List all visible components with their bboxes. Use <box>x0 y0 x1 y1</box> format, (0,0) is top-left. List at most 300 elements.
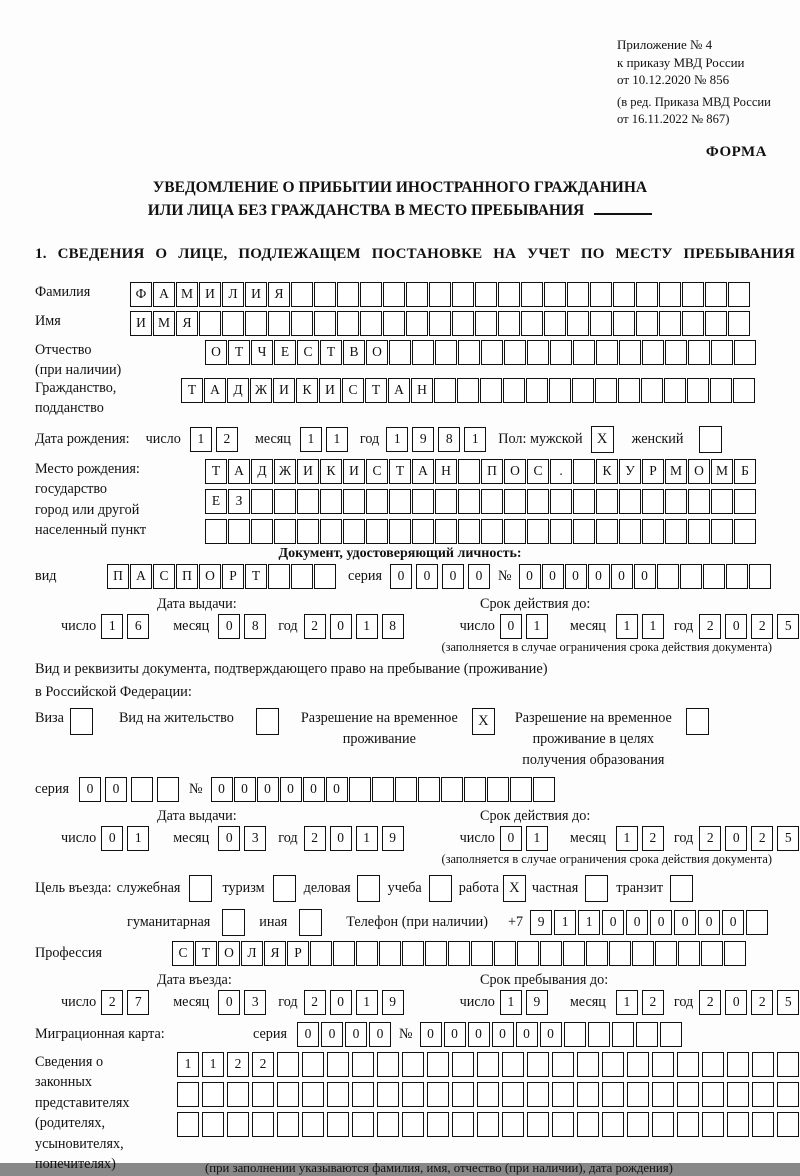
visa-checkbox[interactable] <box>70 708 93 735</box>
char-box[interactable] <box>677 1112 699 1137</box>
permit-issue-year-cells[interactable] <box>304 826 404 851</box>
char-box[interactable]: 5 <box>777 614 799 639</box>
char-box[interactable]: 1 <box>642 614 664 639</box>
char-box[interactable] <box>366 519 388 544</box>
char-box[interactable]: 1 <box>300 427 322 452</box>
char-box[interactable] <box>609 941 631 966</box>
char-box[interactable] <box>602 1112 624 1137</box>
char-box[interactable]: 1 <box>386 427 408 452</box>
birth-place-line1[interactable] <box>205 459 756 484</box>
char-box[interactable] <box>550 489 572 514</box>
char-box[interactable]: 0 <box>369 1022 391 1047</box>
stay-month-cells[interactable] <box>616 990 664 1015</box>
char-box[interactable] <box>458 489 480 514</box>
char-box[interactable] <box>677 1082 699 1107</box>
char-box[interactable] <box>412 489 434 514</box>
char-box[interactable]: М <box>665 459 687 484</box>
char-box[interactable]: С <box>153 564 175 589</box>
char-box[interactable]: 1 <box>578 910 600 935</box>
char-box[interactable] <box>688 519 710 544</box>
char-box[interactable]: 2 <box>751 826 773 851</box>
char-box[interactable] <box>510 777 532 802</box>
char-box[interactable]: 0 <box>218 614 240 639</box>
char-box[interactable]: 0 <box>725 826 747 851</box>
char-box[interactable] <box>427 1052 449 1077</box>
char-box[interactable]: У <box>619 459 641 484</box>
char-box[interactable]: 1 <box>464 427 486 452</box>
doc-valid-year-cells[interactable] <box>699 614 799 639</box>
char-box[interactable] <box>471 941 493 966</box>
char-box[interactable] <box>703 564 725 589</box>
purpose-study-checkbox[interactable] <box>429 875 452 902</box>
char-box[interactable]: 1 <box>616 614 638 639</box>
char-box[interactable] <box>477 1052 499 1077</box>
char-box[interactable]: А <box>412 459 434 484</box>
char-box[interactable] <box>702 1112 724 1137</box>
char-box[interactable] <box>588 1022 610 1047</box>
representatives-line2[interactable] <box>177 1082 799 1107</box>
purpose-private-checkbox[interactable] <box>585 875 608 902</box>
char-box[interactable] <box>372 777 394 802</box>
char-box[interactable]: А <box>228 459 250 484</box>
char-box[interactable] <box>550 519 572 544</box>
char-box[interactable]: 0 <box>540 1022 562 1047</box>
char-box[interactable] <box>327 1112 349 1137</box>
char-box[interactable]: 1 <box>190 427 212 452</box>
char-box[interactable]: 1 <box>500 990 522 1015</box>
char-box[interactable]: Б <box>734 459 756 484</box>
char-box[interactable] <box>702 1082 724 1107</box>
char-box[interactable]: 0 <box>390 564 412 589</box>
char-box[interactable] <box>251 519 273 544</box>
char-box[interactable] <box>652 1052 674 1077</box>
char-box[interactable]: 1 <box>326 427 348 452</box>
purpose-other-checkbox[interactable] <box>299 909 322 936</box>
char-box[interactable] <box>564 1022 586 1047</box>
char-box[interactable] <box>343 519 365 544</box>
char-box[interactable]: 0 <box>634 564 656 589</box>
char-box[interactable] <box>441 777 463 802</box>
char-box[interactable] <box>527 519 549 544</box>
char-box[interactable]: 0 <box>500 614 522 639</box>
char-box[interactable]: К <box>596 459 618 484</box>
char-box[interactable] <box>727 1082 749 1107</box>
char-box[interactable]: 0 <box>516 1022 538 1047</box>
purpose-tourism-checkbox[interactable] <box>273 875 296 902</box>
char-box[interactable] <box>177 1082 199 1107</box>
char-box[interactable]: С <box>172 941 194 966</box>
stay-day-cells[interactable] <box>500 990 548 1015</box>
char-box[interactable]: 8 <box>244 614 266 639</box>
char-box[interactable]: 2 <box>216 427 238 452</box>
permit-issue-day-cells[interactable] <box>101 826 149 851</box>
char-box[interactable] <box>660 1022 682 1047</box>
char-box[interactable]: 2 <box>227 1052 249 1077</box>
purpose-transit-checkbox[interactable] <box>670 875 693 902</box>
permit-valid-month-cells[interactable] <box>616 826 664 851</box>
char-box[interactable] <box>481 519 503 544</box>
char-box[interactable]: 0 <box>326 777 348 802</box>
char-box[interactable] <box>502 1082 524 1107</box>
char-box[interactable]: 0 <box>725 614 747 639</box>
char-box[interactable]: 8 <box>382 614 404 639</box>
char-box[interactable] <box>389 519 411 544</box>
char-box[interactable] <box>527 1112 549 1137</box>
char-box[interactable] <box>734 519 756 544</box>
char-box[interactable] <box>277 1052 299 1077</box>
char-box[interactable]: П <box>107 564 129 589</box>
char-box[interactable] <box>157 777 179 802</box>
temp-residence-checkbox[interactable]: X <box>472 708 495 735</box>
char-box[interactable] <box>274 489 296 514</box>
char-box[interactable]: 1 <box>101 614 123 639</box>
char-box[interactable]: 0 <box>257 777 279 802</box>
char-box[interactable]: 5 <box>777 826 799 851</box>
doc-type-cells[interactable] <box>107 564 336 589</box>
char-box[interactable]: 0 <box>330 614 352 639</box>
char-box[interactable] <box>573 519 595 544</box>
char-box[interactable]: 7 <box>127 990 149 1015</box>
char-box[interactable] <box>418 777 440 802</box>
char-box[interactable] <box>563 941 585 966</box>
char-box[interactable] <box>327 1082 349 1107</box>
char-box[interactable]: 0 <box>468 1022 490 1047</box>
char-box[interactable]: 2 <box>252 1052 274 1077</box>
char-box[interactable]: 0 <box>234 777 256 802</box>
mig-series-cells[interactable] <box>297 1022 391 1047</box>
char-box[interactable]: 3 <box>244 826 266 851</box>
char-box[interactable]: 0 <box>626 910 648 935</box>
char-box[interactable]: 1 <box>127 826 149 851</box>
char-box[interactable] <box>711 519 733 544</box>
char-box[interactable]: 0 <box>218 826 240 851</box>
char-box[interactable] <box>352 1052 374 1077</box>
doc-issue-year-cells[interactable] <box>304 614 404 639</box>
char-box[interactable]: 0 <box>722 910 744 935</box>
char-box[interactable]: 1 <box>616 990 638 1015</box>
char-box[interactable] <box>297 489 319 514</box>
char-box[interactable] <box>277 1112 299 1137</box>
char-box[interactable] <box>333 941 355 966</box>
char-box[interactable] <box>752 1082 774 1107</box>
char-box[interactable]: 0 <box>416 564 438 589</box>
char-box[interactable]: 2 <box>699 614 721 639</box>
char-box[interactable]: С <box>366 459 388 484</box>
char-box[interactable] <box>356 941 378 966</box>
char-box[interactable]: 0 <box>330 826 352 851</box>
char-box[interactable]: 1 <box>356 990 378 1015</box>
birth-place-line3[interactable] <box>205 519 756 544</box>
char-box[interactable] <box>777 1082 799 1107</box>
doc-valid-day-cells[interactable] <box>500 614 548 639</box>
char-box[interactable]: Я <box>264 941 286 966</box>
char-box[interactable] <box>734 489 756 514</box>
char-box[interactable] <box>746 910 768 935</box>
char-box[interactable]: З <box>228 489 250 514</box>
birth-month-cells[interactable] <box>300 427 348 452</box>
char-box[interactable]: П <box>176 564 198 589</box>
char-box[interactable]: 2 <box>751 990 773 1015</box>
char-box[interactable]: 1 <box>526 826 548 851</box>
char-box[interactable] <box>711 489 733 514</box>
char-box[interactable]: 1 <box>554 910 576 935</box>
char-box[interactable]: 2 <box>304 614 326 639</box>
char-box[interactable]: 1 <box>526 614 548 639</box>
char-box[interactable] <box>435 489 457 514</box>
char-box[interactable]: О <box>218 941 240 966</box>
char-box[interactable]: И <box>297 459 319 484</box>
char-box[interactable] <box>619 519 641 544</box>
char-box[interactable] <box>464 777 486 802</box>
sex-female-checkbox[interactable] <box>699 426 722 453</box>
entry-day-cells[interactable] <box>101 990 149 1015</box>
char-box[interactable]: Е <box>205 489 227 514</box>
char-box[interactable]: О <box>199 564 221 589</box>
char-box[interactable]: 0 <box>602 910 624 935</box>
char-box[interactable] <box>202 1082 224 1107</box>
char-box[interactable] <box>642 519 664 544</box>
char-box[interactable]: Р <box>222 564 244 589</box>
char-box[interactable]: 6 <box>127 614 149 639</box>
char-box[interactable]: 0 <box>500 826 522 851</box>
char-box[interactable]: 2 <box>101 990 123 1015</box>
char-box[interactable]: Ж <box>274 459 296 484</box>
char-box[interactable] <box>477 1082 499 1107</box>
char-box[interactable] <box>527 489 549 514</box>
char-box[interactable] <box>227 1112 249 1137</box>
char-box[interactable] <box>205 519 227 544</box>
char-box[interactable] <box>458 459 480 484</box>
char-box[interactable]: 0 <box>218 990 240 1015</box>
char-box[interactable] <box>632 941 654 966</box>
entry-year-cells[interactable] <box>304 990 404 1015</box>
char-box[interactable] <box>227 1082 249 1107</box>
char-box[interactable]: 0 <box>468 564 490 589</box>
char-box[interactable] <box>677 1052 699 1077</box>
char-box[interactable] <box>252 1112 274 1137</box>
char-box[interactable]: 2 <box>304 826 326 851</box>
char-box[interactable] <box>596 489 618 514</box>
char-box[interactable] <box>749 564 771 589</box>
char-box[interactable]: 2 <box>699 826 721 851</box>
char-box[interactable] <box>310 941 332 966</box>
char-box[interactable] <box>366 489 388 514</box>
char-box[interactable] <box>377 1052 399 1077</box>
char-box[interactable] <box>680 564 702 589</box>
char-box[interactable]: Р <box>642 459 664 484</box>
char-box[interactable] <box>502 1052 524 1077</box>
char-box[interactable] <box>724 941 746 966</box>
char-box[interactable] <box>627 1082 649 1107</box>
char-box[interactable] <box>586 941 608 966</box>
char-box[interactable]: 2 <box>751 614 773 639</box>
mig-number-cells[interactable] <box>420 1022 682 1047</box>
char-box[interactable] <box>291 564 313 589</box>
char-box[interactable] <box>379 941 401 966</box>
char-box[interactable]: П <box>481 459 503 484</box>
char-box[interactable]: 9 <box>526 990 548 1015</box>
char-box[interactable] <box>619 489 641 514</box>
char-box[interactable] <box>458 519 480 544</box>
char-box[interactable]: 2 <box>699 990 721 1015</box>
char-box[interactable]: Т <box>245 564 267 589</box>
char-box[interactable] <box>494 941 516 966</box>
char-box[interactable] <box>427 1082 449 1107</box>
char-box[interactable]: 0 <box>442 564 464 589</box>
char-box[interactable] <box>688 489 710 514</box>
char-box[interactable] <box>777 1052 799 1077</box>
char-box[interactable] <box>395 777 417 802</box>
char-box[interactable] <box>752 1052 774 1077</box>
char-box[interactable]: 1 <box>177 1052 199 1077</box>
char-box[interactable] <box>573 489 595 514</box>
char-box[interactable]: . <box>550 459 572 484</box>
char-box[interactable] <box>377 1112 399 1137</box>
char-box[interactable] <box>727 1112 749 1137</box>
char-box[interactable]: 0 <box>211 777 233 802</box>
permit-series-cells[interactable] <box>79 777 179 802</box>
char-box[interactable] <box>377 1082 399 1107</box>
birth-day-cells[interactable] <box>190 427 238 452</box>
char-box[interactable] <box>701 941 723 966</box>
char-box[interactable] <box>427 1112 449 1137</box>
char-box[interactable] <box>302 1052 324 1077</box>
char-box[interactable] <box>657 564 679 589</box>
char-box[interactable]: 0 <box>444 1022 466 1047</box>
permit-issue-month-cells[interactable] <box>218 826 266 851</box>
char-box[interactable]: 2 <box>642 826 664 851</box>
char-box[interactable] <box>652 1112 674 1137</box>
char-box[interactable] <box>320 489 342 514</box>
purpose-official-checkbox[interactable] <box>189 875 212 902</box>
char-box[interactable] <box>627 1052 649 1077</box>
char-box[interactable]: Т <box>389 459 411 484</box>
char-box[interactable] <box>327 1052 349 1077</box>
char-box[interactable] <box>726 564 748 589</box>
char-box[interactable]: О <box>688 459 710 484</box>
char-box[interactable] <box>487 777 509 802</box>
char-box[interactable] <box>573 459 595 484</box>
char-box[interactable] <box>251 489 273 514</box>
char-box[interactable] <box>452 1052 474 1077</box>
char-box[interactable] <box>502 1112 524 1137</box>
char-box[interactable] <box>577 1082 599 1107</box>
char-box[interactable] <box>552 1112 574 1137</box>
doc-number-cells[interactable] <box>519 564 771 589</box>
char-box[interactable] <box>504 489 526 514</box>
char-box[interactable] <box>777 1112 799 1137</box>
doc-issue-month-cells[interactable] <box>218 614 266 639</box>
char-box[interactable] <box>402 1082 424 1107</box>
char-box[interactable]: 0 <box>650 910 672 935</box>
char-box[interactable]: 0 <box>321 1022 343 1047</box>
char-box[interactable]: 0 <box>674 910 696 935</box>
char-box[interactable] <box>402 941 424 966</box>
char-box[interactable] <box>636 1022 658 1047</box>
char-box[interactable] <box>297 519 319 544</box>
purpose-business-checkbox[interactable] <box>357 875 380 902</box>
char-box[interactable] <box>602 1052 624 1077</box>
char-box[interactable] <box>425 941 447 966</box>
char-box[interactable]: Р <box>287 941 309 966</box>
char-box[interactable]: 0 <box>280 777 302 802</box>
char-box[interactable]: 1 <box>202 1052 224 1077</box>
profession-cells[interactable] <box>172 941 746 966</box>
purpose-work-checkbox[interactable]: X <box>503 875 526 902</box>
purpose-humanitarian-checkbox[interactable] <box>222 909 245 936</box>
char-box[interactable]: 8 <box>438 427 460 452</box>
char-box[interactable]: 0 <box>330 990 352 1015</box>
doc-issue-day-cells[interactable] <box>101 614 149 639</box>
char-box[interactable] <box>504 519 526 544</box>
birth-year-cells[interactable] <box>386 427 486 452</box>
char-box[interactable]: 2 <box>642 990 664 1015</box>
char-box[interactable] <box>452 1082 474 1107</box>
char-box[interactable] <box>577 1052 599 1077</box>
char-box[interactable]: К <box>320 459 342 484</box>
char-box[interactable]: 0 <box>565 564 587 589</box>
char-box[interactable] <box>277 1082 299 1107</box>
char-box[interactable]: 0 <box>101 826 123 851</box>
phone-cells[interactable] <box>530 910 768 935</box>
char-box[interactable]: А <box>130 564 152 589</box>
char-box[interactable]: Д <box>251 459 273 484</box>
permit-number-cells[interactable] <box>211 777 555 802</box>
char-box[interactable] <box>665 519 687 544</box>
char-box[interactable] <box>131 777 153 802</box>
char-box[interactable] <box>552 1052 574 1077</box>
char-box[interactable]: 5 <box>777 990 799 1015</box>
char-box[interactable] <box>627 1112 649 1137</box>
char-box[interactable] <box>268 564 290 589</box>
char-box[interactable] <box>448 941 470 966</box>
sex-male-checkbox[interactable]: X <box>591 426 614 453</box>
char-box[interactable]: Л <box>241 941 263 966</box>
doc-valid-month-cells[interactable] <box>616 614 664 639</box>
char-box[interactable] <box>727 1052 749 1077</box>
char-box[interactable]: Т <box>205 459 227 484</box>
char-box[interactable] <box>274 519 296 544</box>
char-box[interactable] <box>343 489 365 514</box>
char-box[interactable] <box>596 519 618 544</box>
char-box[interactable]: 9 <box>382 990 404 1015</box>
permit-valid-day-cells[interactable] <box>500 826 548 851</box>
char-box[interactable]: 0 <box>588 564 610 589</box>
char-box[interactable]: 1 <box>356 826 378 851</box>
char-box[interactable] <box>752 1112 774 1137</box>
char-box[interactable]: Н <box>435 459 457 484</box>
char-box[interactable] <box>252 1082 274 1107</box>
char-box[interactable] <box>412 519 434 544</box>
entry-month-cells[interactable] <box>218 990 266 1015</box>
char-box[interactable]: М <box>711 459 733 484</box>
doc-series-cells[interactable] <box>390 564 490 589</box>
char-box[interactable]: 2 <box>304 990 326 1015</box>
char-box[interactable] <box>302 1112 324 1137</box>
char-box[interactable] <box>517 941 539 966</box>
char-box[interactable] <box>352 1082 374 1107</box>
char-box[interactable] <box>612 1022 634 1047</box>
char-box[interactable] <box>177 1112 199 1137</box>
permit-valid-year-cells[interactable] <box>699 826 799 851</box>
char-box[interactable]: 0 <box>725 990 747 1015</box>
char-box[interactable] <box>678 941 700 966</box>
char-box[interactable]: 0 <box>420 1022 442 1047</box>
char-box[interactable]: 9 <box>382 826 404 851</box>
char-box[interactable] <box>665 489 687 514</box>
representatives-line1[interactable] <box>177 1052 799 1077</box>
char-box[interactable]: 0 <box>303 777 325 802</box>
